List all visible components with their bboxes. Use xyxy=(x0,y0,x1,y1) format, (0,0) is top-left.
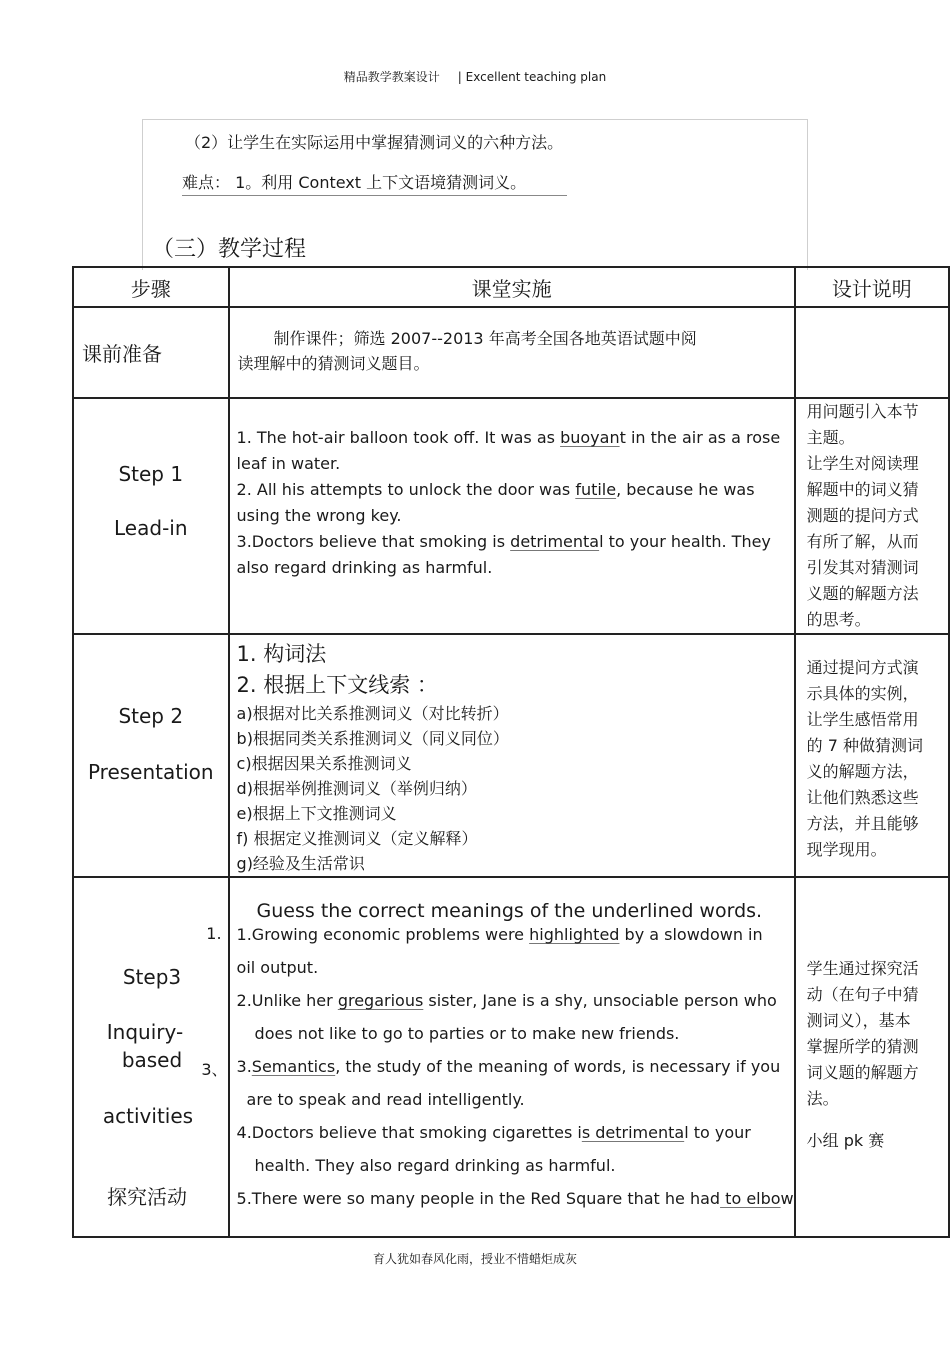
question-2: 2.Unlike her gregarious sister, Jane is a shy, unsociable person who xyxy=(236,991,777,1010)
step3-note: 学生通过探究活 动（在句子中猜 测词义），基本 掌握所学的猜测 词义题的解题方 法。 小组 pk 赛 xyxy=(796,878,948,1154)
step3-title-b: based xyxy=(121,1048,183,1072)
activity-title: Guess the correct meanings of the underlined words. xyxy=(256,900,763,922)
header-left: 精品教学教案设计 xyxy=(343,70,440,84)
header-right: | Excellent teaching plan xyxy=(457,70,607,84)
clue-item: c)根据因果关系推测词义 xyxy=(236,754,412,773)
page-footer: 育人犹如春风化雨，授业不惜蜡炬成灰 xyxy=(372,1252,577,1266)
underlined-word: buoyan xyxy=(560,428,620,447)
table-row-step1 xyxy=(73,398,949,634)
question-3: 3.Semantics, the study of the meaning of words, is necessary if you xyxy=(236,1057,781,1076)
table-row-step3 xyxy=(73,877,949,1237)
clue-item: d)根据举例推测词义（举例归纳） xyxy=(236,779,477,798)
step3-title-cn: 探究活动 xyxy=(107,1185,187,1209)
question-4: 4.Doctors believe that smoking cigarettes is detrimental to your xyxy=(236,1123,751,1142)
question-1: 1.Growing economic problems were highlighted by a slowdown in xyxy=(236,925,763,944)
leadin-sentence-3-cont: also regard drinking as harmful. xyxy=(236,558,493,577)
step2-title: Presentation xyxy=(87,760,214,784)
step1-note: 用问题引入本节 主题。 让学生对阅读理 解题中的词义猜 测题的提问方式 有所了解，从而 引发其对猜测词 义题的解题方法 的思考。 xyxy=(806,402,919,629)
teaching-process-table xyxy=(72,266,950,1238)
col-header-step: 步骤 xyxy=(73,267,229,307)
step2-label: Step 2 xyxy=(118,704,184,728)
difficulty-text: 难点： 1。利用 Context 上下文语境猜测词义。 xyxy=(182,170,567,196)
underlined-word: gregarious xyxy=(337,991,424,1010)
clue-item: a)根据对比关系推测词义（对比转折） xyxy=(236,704,509,723)
method-word-formation: 1. 构词法 xyxy=(236,642,327,666)
step2-note: 通过提问方式演 示具体的实例， 让学生感悟常用 的 7 种做猜测词 义的解题方法， 让他们熟悉这些 方法，并且能够 现学现用。 xyxy=(806,658,923,859)
step3-title-c: activities xyxy=(102,1104,194,1128)
list-marker-1: 1. xyxy=(206,924,222,943)
clue-item: f) 根据定义推测词义（定义解释） xyxy=(236,829,478,848)
table-header-row xyxy=(73,267,949,307)
question-2-cont: does not like to go to parties or to make new friends. xyxy=(254,1024,680,1043)
step3-label: Step3 xyxy=(122,965,182,989)
question-5: 5.There were so many people in the Red Square that he had to elbow xyxy=(236,1189,794,1208)
question-1-cont: oil output. xyxy=(236,958,319,977)
leadin-sentence-1: 1. The hot-air balloon took off. It was as buoyant in the air as a rose xyxy=(236,428,781,447)
underlined-word: Semantics xyxy=(251,1057,336,1076)
section-title: （三）教学过程 xyxy=(152,237,307,262)
page-header xyxy=(0,68,950,85)
leadin-sentence-2-cont: using the wrong key. xyxy=(236,506,402,525)
underlined-word: s detrimenta xyxy=(581,1123,685,1142)
leadin-sentence-2: 2. All his attempts to unlock the door was futile, because he was xyxy=(236,480,755,499)
leadin-sentence-3: 3.Doctors believe that smoking is detrimental to your health. They xyxy=(236,532,771,551)
step3-title-a: Inquiry- xyxy=(106,1020,184,1044)
underlined-word: futile xyxy=(575,480,617,499)
underlined-word: detrimenta xyxy=(510,532,600,551)
step1-title: Lead-in xyxy=(114,516,188,540)
list-marker-3: 3、 xyxy=(201,1060,228,1079)
underlined-word: highlighted xyxy=(529,925,620,944)
leadin-sentence-1-cont: leaf in water. xyxy=(236,454,341,473)
col-header-implementation: 课堂实施 xyxy=(229,267,795,307)
question-3-cont: are to speak and read intelligently. xyxy=(246,1090,525,1109)
clue-item: e)根据上下文推测词义 xyxy=(236,804,397,823)
method-context-clues: 2. 根据上下文线索 ： xyxy=(236,673,438,697)
step-prep: 课前准备 xyxy=(73,307,229,398)
clue-item: b)根据同类关系推测词义（同义同位） xyxy=(236,729,509,748)
group-pk-note: 小组 pk 赛 xyxy=(806,1131,885,1150)
goal-2-text: （2）让学生在实际运用中掌握猜测词义的六种方法。 xyxy=(185,133,564,152)
prep-line-1: 制作课件；筛选 2007--2013 年高考全国各地英语试题中阅 xyxy=(273,328,697,348)
table-row-step2 xyxy=(73,634,949,877)
col-header-design-note: 设计说明 xyxy=(795,267,949,307)
clue-item: g)经验及生活常识 xyxy=(236,854,365,873)
step1-label: Step 1 xyxy=(118,462,184,486)
prep-line-2: 读理解中的猜测词义题目。 xyxy=(237,353,430,373)
table-row-prep xyxy=(73,307,949,398)
underlined-word: to elbo xyxy=(720,1189,781,1208)
question-4-cont: health. They also regard drinking as harmful. xyxy=(254,1156,616,1175)
prep-note xyxy=(795,307,949,398)
